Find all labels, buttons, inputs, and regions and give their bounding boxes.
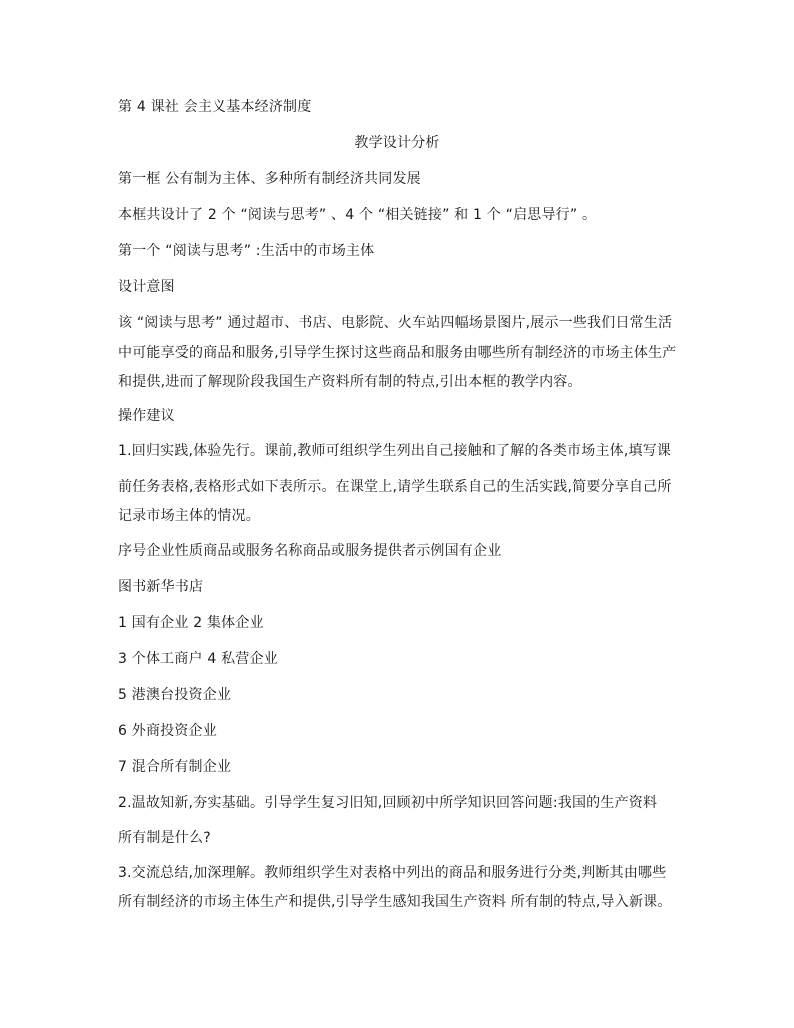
step1-line: 前任务表格,表格形式如下表所示。在课堂上,请学生联系自己的生活实践,简要分享自己所 <box>118 479 672 495</box>
table-text-line: 7 混合所有制企业 <box>118 759 232 775</box>
table-text-line: 5 港澳台投资企业 <box>118 687 232 703</box>
table-text-line: 序号企业性质商品或服务名称商品或服务提供者示例国有企业 <box>118 543 502 559</box>
activity-title: 第一个 “阅读与思考” :生活中的市场主体 <box>118 243 375 259</box>
table-text-line: 3 个体工商户 4 私营企业 <box>118 651 278 667</box>
step1-line: 1.回归实践,体验先行。课前,教师可组织学生列出自己接触和了解的各类市场主体,填写课 <box>118 443 672 459</box>
step2-line: 所有制是什么? <box>118 830 211 846</box>
table-text-line: 6 外商投资企业 <box>118 723 217 739</box>
step1-line: 记录市场主体的情况。 <box>118 508 260 524</box>
table-text-line: 1 国有企业 2 集体企业 <box>118 615 264 631</box>
design-intent-line: 该 “阅读与思考” 通过超市、书店、电影院、火车站四幅场景图片,展示一些我们日常生活 <box>118 315 673 331</box>
frame-title: 第一框 公有制为主体、多种所有制经济共同发展 <box>118 171 421 187</box>
design-intent-line: 中可能享受的商品和服务,引导学生探讨这些商品和服务由哪些所有制经济的市场主体生产 <box>118 345 677 361</box>
step2-line: 2.温故知新,夯实基础。引导学生复习旧知,回顾初中所学知识回答问题:我国的生产资料 <box>118 795 658 811</box>
design-intent-line: 和提供,进而了解现阶段我国生产资料所有制的特点,引出本框的教学内容。 <box>118 374 582 390</box>
step3-line: 所有制经济的市场主体生产和提供,引导学生感知我国生产资料 所有制的特点,导入新课。 <box>118 894 672 910</box>
table-text-line: 图书新华书店 <box>118 579 204 595</box>
design-intent-heading: 设计意图 <box>118 279 175 295</box>
operation-heading: 操作建议 <box>118 408 175 424</box>
overview-paragraph: 本框共设计了 2 个 “阅读与思考” 、4 个 “相关链接” 和 1 个 “启思导行” 。 <box>118 207 597 223</box>
section-heading: 教学设计分析 <box>354 135 440 151</box>
lesson-title: 第 4 课社 会主义基本经济制度 <box>118 99 312 115</box>
step3-line: 3.交流总结,加深理解。教师组织学生对表格中列出的商品和服务进行分类,判断其由哪些 <box>118 865 667 881</box>
